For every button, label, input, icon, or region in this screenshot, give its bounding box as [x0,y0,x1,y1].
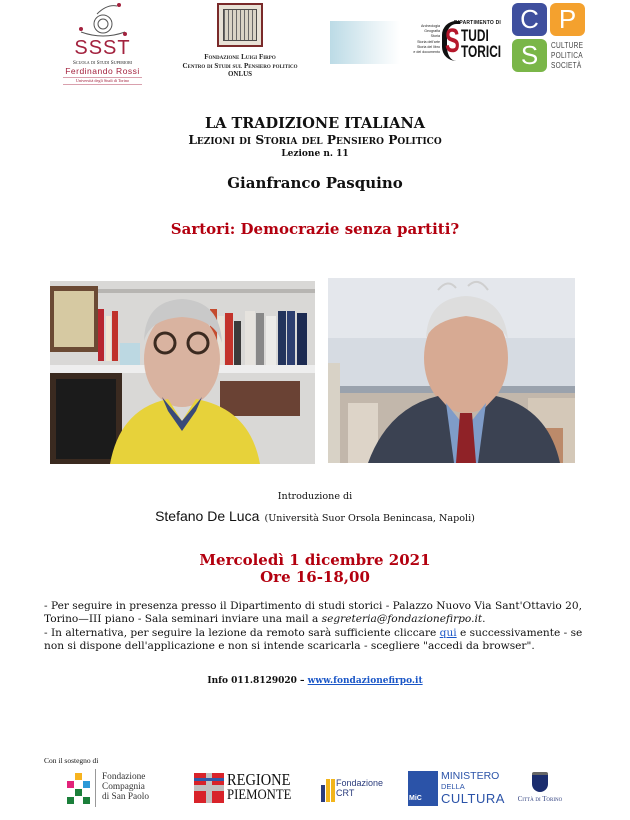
logo-square [83,781,90,788]
mic-head-icon [408,771,438,806]
crt-bar-icon [326,779,330,802]
storici-dipartimento: DIPARTIMENTO DI [454,20,501,26]
mic-line-2: DELLA [441,782,465,791]
cps-word: POLITICA [551,51,583,60]
remote-text: - In alternativa, per seguire la lezione da remoto sarà sufficiente cliccare [44,626,440,639]
logo-square [75,773,82,780]
piemonte-line-1: REGIONE [227,770,291,789]
crt-bar-icon [331,779,335,802]
logo-square [67,797,74,804]
discipline: Storia [430,34,440,39]
sartori-photo [328,278,575,463]
remote-paragraph [44,627,604,654]
intro-affiliation: (Università Suor Orsola Benincasa, Napoli) [264,513,475,524]
storici-disciplines [404,24,440,55]
remote-join-link[interactable]: qui [439,626,457,639]
cps-word: SOCIETÀ [551,61,582,70]
intro-line [0,506,630,525]
attendance-instructions [44,600,604,653]
cps-logo [512,3,588,75]
speaker-photo [50,281,315,464]
info-phone: Info 011.8129020 – [207,676,308,686]
compagnia-line: Compagnia [102,782,145,792]
discipline: Storia del libro [417,44,440,49]
firpo-line-1: Fondazione Luigi Firpo [204,53,276,61]
contact-email: segreteria@fondazionefirpo.it [321,613,483,626]
torino-text: Città di Torino [517,796,563,803]
lesson-number: Lezione n. 11 [281,149,349,159]
torino-crest-icon [532,772,548,792]
crt-line: Fondazione [336,778,384,788]
event-time: Ore 16-18,00 [260,568,370,586]
cps-tile-p: P [550,3,585,36]
intro-label: Introduzione di [277,491,353,502]
event-date: Mercoledì 1 dicembre 2021 [199,551,431,569]
cps-words [551,41,583,71]
logo-square [83,797,90,804]
firpo-loom-icon [217,3,263,47]
crt-text [336,778,383,798]
ssst-logo [55,2,150,88]
speaker-photo-illustration [50,281,315,464]
lecture-topic: Sartori: Democrazie senza partiti? [170,220,460,238]
compagnia-san-paolo-logo [66,769,171,809]
in-person-text: - Per seguire in presenza presso il Dipartimento di studi storici - Palazzo Nuovo Via Sant'Ottavio 20, Torino—III piano - Sala seminari inviare una mail a [44,600,583,626]
storici-udi: TUDI [461,26,489,45]
firpo-logo [160,3,320,83]
discipline: e del documento [413,50,440,55]
cps-tile-c: C [512,3,547,36]
discipline: Archeologia [421,24,440,28]
website-link[interactable]: www.fondazionefirpo.it [307,676,423,686]
remote-text-end: e successivamente - se non si dispone dell'applicazione e non si intende scaricarla - scegliere "accedi da browser". [44,626,583,652]
crt-bar-icon [321,785,325,802]
compagnia-text [102,772,149,802]
piemonte-flag-icon [194,773,224,803]
ssst-acronym: SSST [74,37,131,59]
piemonte-line-2: PIEMONTE [227,787,292,803]
intro-speaker-name: Stefano De Luca [155,508,260,524]
crt-line: CRT [336,788,355,798]
series-subtitle: Lezioni di Storia del Pensiero Politico [188,133,442,147]
storici-torici: TORICI [461,42,502,61]
sponsor-label: Con il sostegno di [44,756,99,765]
in-person-paragraph [44,600,604,627]
mic-line-3: CULTURA [441,791,505,806]
cps-tile-s: S [512,39,547,72]
ssst-line-1: Scuola di Studi Superiori [72,60,133,66]
ssst-swirl-icon [73,2,133,42]
logo-divider [95,769,96,807]
compagnia-line: Fondazione [102,772,146,782]
in-person-text-end: . [482,613,486,626]
compagnia-line: di San Paolo [102,792,150,802]
firpo-line-3: ONLUS [227,70,253,78]
info-line [0,676,630,686]
sartori-photo-illustration [328,278,575,463]
ministero-cultura-logo [408,771,520,807]
decorative-gradient [330,21,400,64]
storici-big-s: S [445,22,460,60]
discipline: Geografia [424,29,440,34]
mic-line-1: MINISTERO [441,770,500,782]
mic-badge: MiC [409,795,422,802]
series-title: LA TRADIZIONE ITALIANA [204,115,426,132]
logo-square [75,789,82,796]
ssst-line-3: Università degli Studi di Torino [63,77,142,85]
cps-word: CULTURE [551,41,584,50]
ssst-line-2: Ferdinando Rossi [65,66,140,76]
logo-square [67,781,74,788]
citta-di-torino-logo [510,772,570,810]
regione-piemonte-logo [194,770,304,807]
firpo-line-2: Centro di Studi sul Pensiero politico [182,61,298,70]
speaker-name: Gianfranco Pasquino [227,174,403,192]
fondazione-crt-logo [320,777,400,805]
studi-storici-logo [404,20,512,65]
discipline: Storia dell'arte [417,39,440,44]
